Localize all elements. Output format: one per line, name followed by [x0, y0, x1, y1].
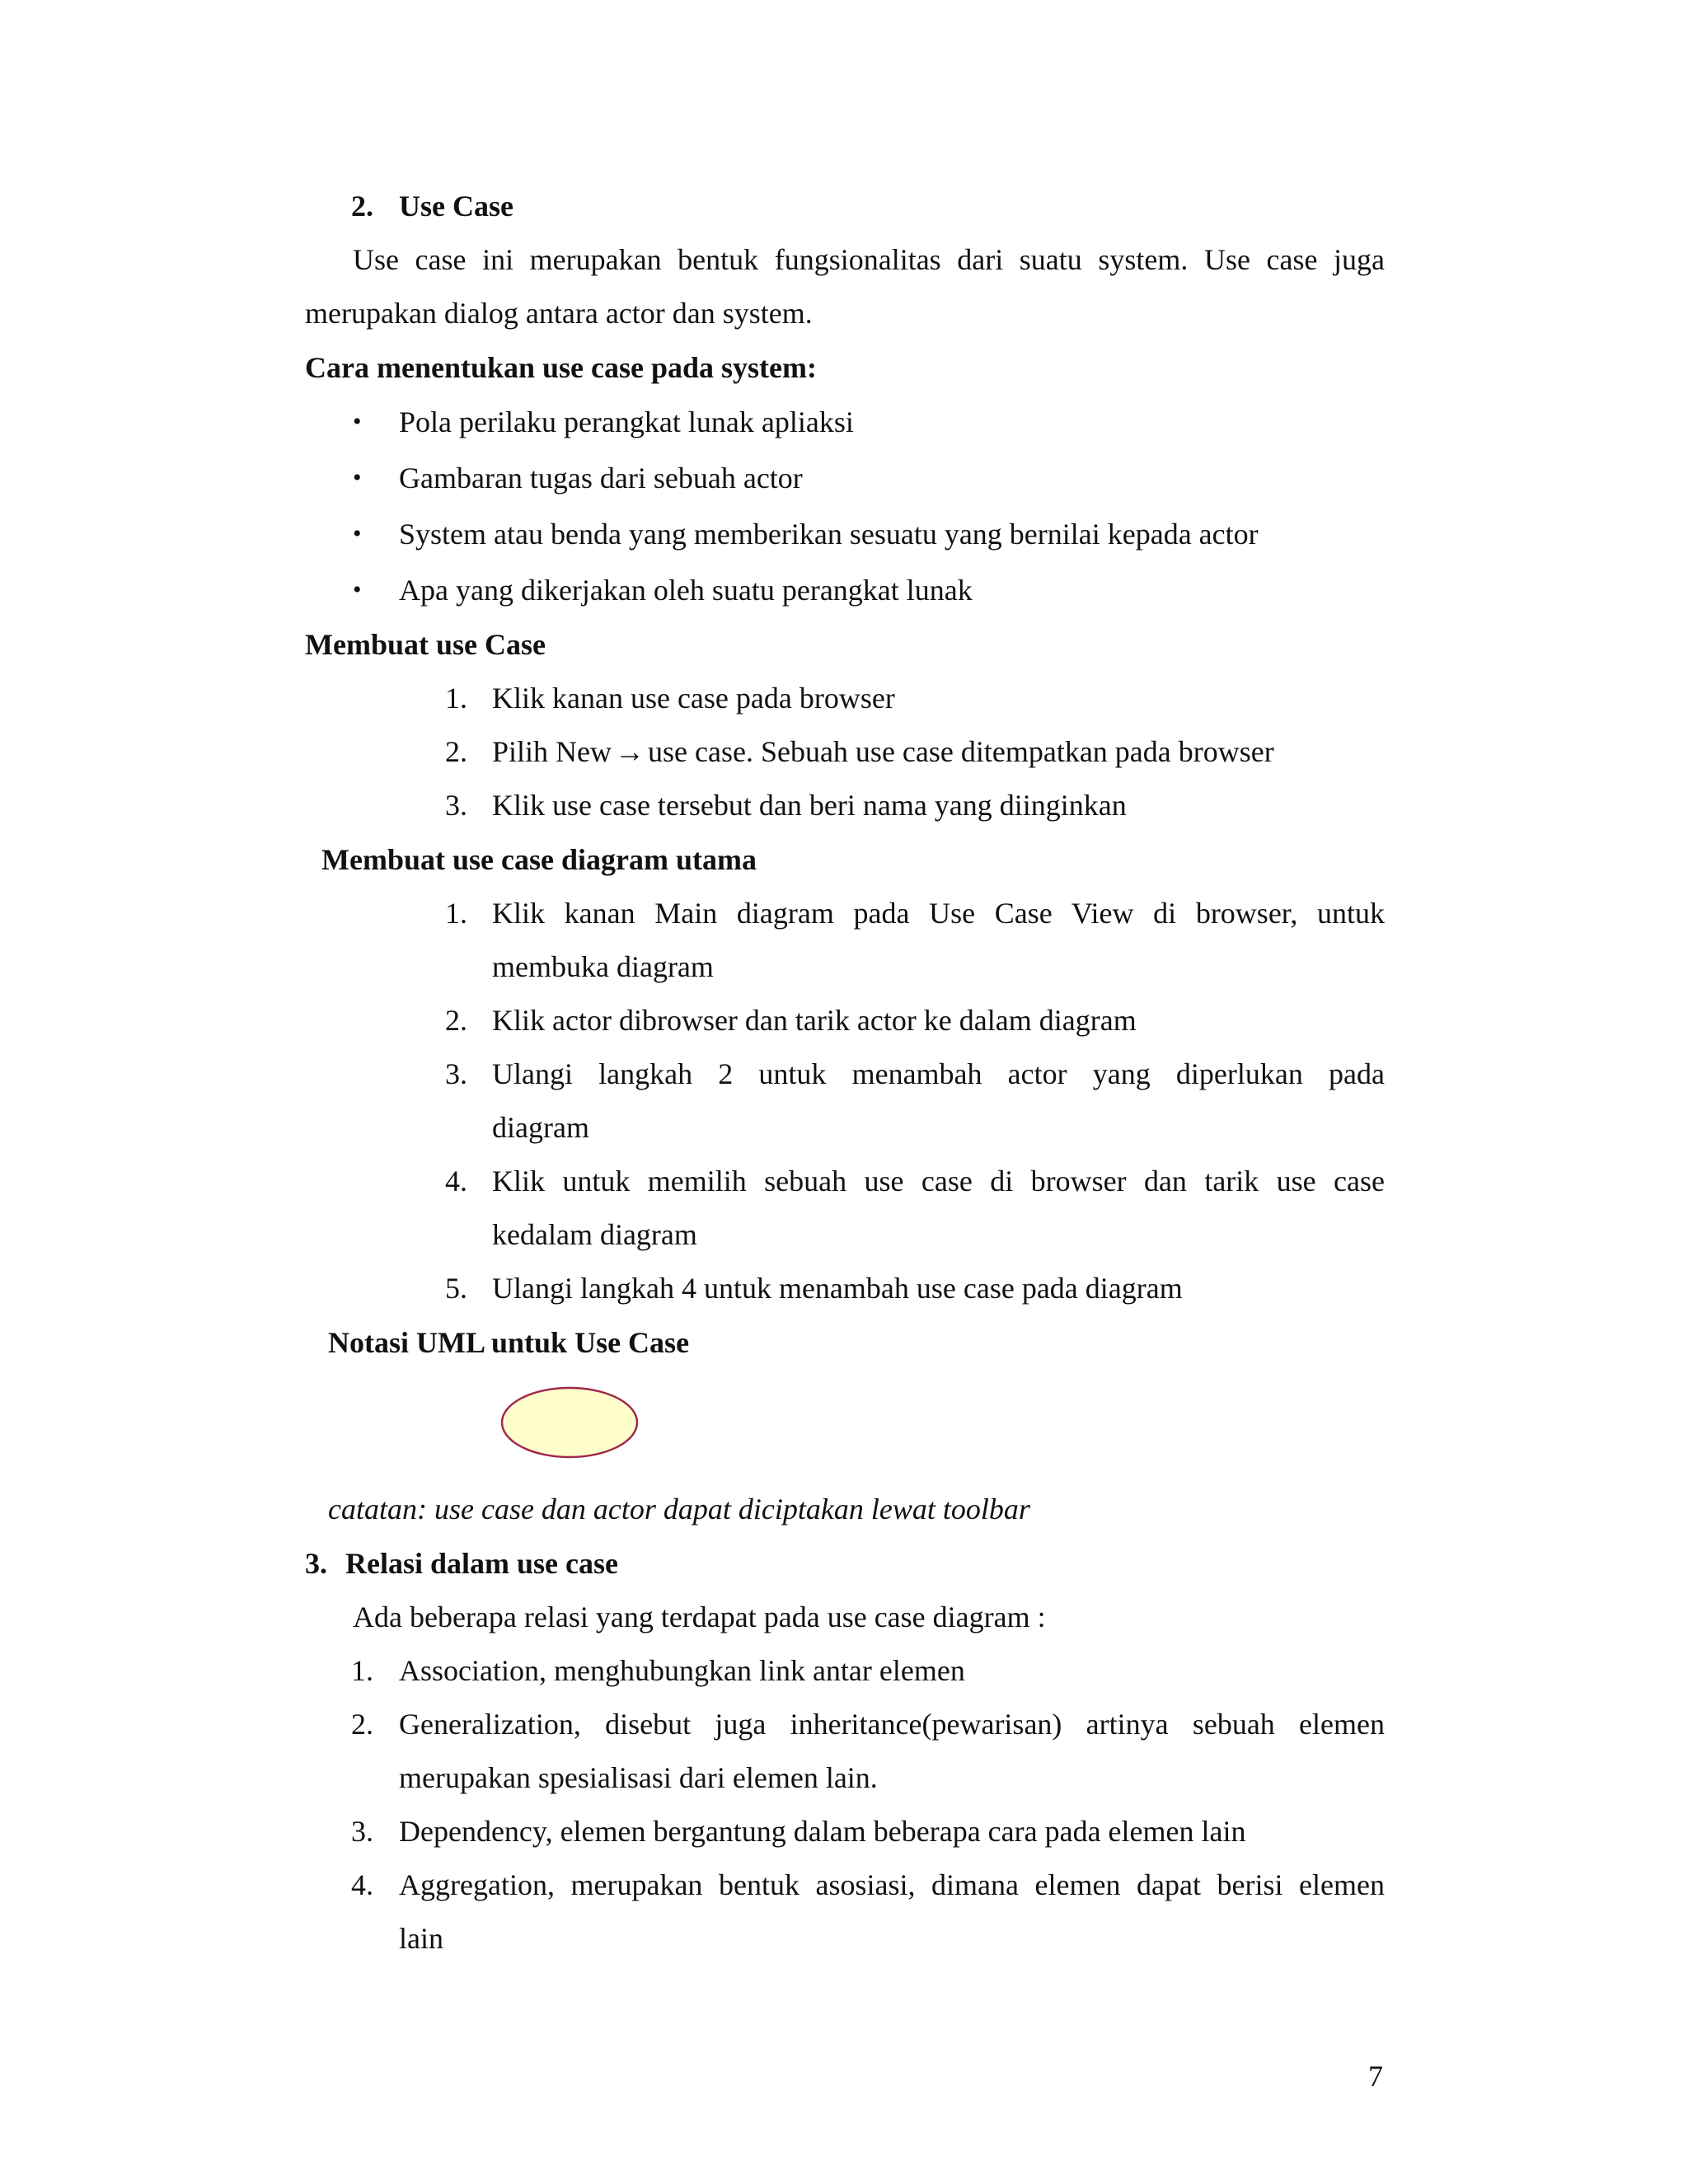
page-number: 7: [1368, 2060, 1383, 2093]
bullet-icon: •: [353, 576, 362, 603]
relation-line-2: lain: [399, 1922, 443, 1955]
relation-number: 1.: [351, 1654, 373, 1687]
step-number: 3.: [445, 1057, 467, 1090]
section-3-title: Relasi dalam use case: [345, 1547, 618, 1580]
determine-item: Apa yang dikerjakan oleh suatu perangkat lunak: [399, 574, 973, 607]
use-case-ellipse-icon: [499, 1385, 640, 1460]
diagram-step-line-2: membuka diagram: [492, 950, 714, 983]
determine-heading: Cara menentukan use case pada system:: [305, 351, 817, 384]
create-step-text-before: Pilih New: [492, 735, 612, 768]
use-case-ellipse-shape: [502, 1388, 637, 1457]
relation-line-2: merupakan spesialisasi dari elemen lain.: [399, 1761, 878, 1794]
create-step-text-after: use case. Sebuah use case ditempatkan pada browser: [648, 735, 1274, 768]
determine-item: System atau benda yang memberikan sesuatu yang bernilai kepada actor: [399, 518, 1259, 551]
diagram-step-line-1: Ulangi langkah 4 untuk menambah use case pada diagram: [492, 1272, 1183, 1305]
create-step: [492, 733, 1274, 770]
relation-number: 4.: [351, 1868, 373, 1901]
notation-note: catatan: use case dan actor dapat diciptakan lewat toolbar: [328, 1493, 1030, 1526]
relation-line-1: Generalization, disebut juga inheritance(pewarisan) artinya sebuah elemen: [399, 1708, 1385, 1741]
create-step: Klik use case tersebut dan beri nama yang diinginkan: [492, 789, 1127, 822]
use-case-intro-line-1: Use case ini merupakan bentuk fungsionalitas dari suatu system. Use case juga: [353, 243, 1385, 276]
determine-item: Pola perilaku perangkat lunak apliaksi: [399, 405, 854, 438]
section-2-title: Use Case: [399, 190, 513, 223]
diagram-step-line-1: Klik actor dibrowser dan tarik actor ke dalam diagram: [492, 1004, 1137, 1037]
relation-line-1: Association, menghubungkan link antar elemen: [399, 1654, 965, 1687]
diagram-step-line-2: kedalam diagram: [492, 1218, 697, 1251]
step-number: 1.: [445, 897, 467, 930]
step-number: 2.: [445, 1004, 467, 1037]
use-case-intro-line-2: merupakan dialog antara actor dan system.: [305, 297, 813, 330]
diagram-step-line-1: Ulangi langkah 2 untuk menambah actor yang diperlukan pada: [492, 1057, 1385, 1090]
step-number: 4.: [445, 1165, 467, 1197]
create-step: Klik kanan use case pada browser: [492, 682, 895, 715]
bullet-icon: •: [353, 408, 362, 435]
step-number: 2.: [445, 735, 467, 768]
relations-intro: Ada beberapa relasi yang terdapat pada use case diagram :: [353, 1601, 1046, 1633]
diagram-step-line-1: Klik untuk memilih sebuah use case di browser dan tarik use case: [492, 1165, 1385, 1197]
diagram-step-line-1: Klik kanan Main diagram pada Use Case View di browser, untuk: [492, 897, 1385, 930]
relation-number: 2.: [351, 1708, 373, 1741]
determine-item: Gambaran tugas dari sebuah actor: [399, 462, 803, 494]
main-diagram-heading: Membuat use case diagram utama: [321, 843, 757, 876]
relation-line-1: Dependency, elemen bergantung dalam beberapa cara pada elemen lain: [399, 1815, 1246, 1848]
bullet-icon: •: [353, 464, 362, 491]
arrow-right-icon: →: [615, 735, 645, 768]
section-3-number: 3.: [305, 1547, 327, 1580]
relation-number: 3.: [351, 1815, 373, 1848]
diagram-step-line-2: diagram: [492, 1111, 589, 1144]
step-number: 1.: [445, 682, 467, 715]
bullet-icon: •: [353, 520, 362, 547]
relation-line-1: Aggregation, merupakan bentuk asosiasi, dimana elemen dapat berisi elemen: [399, 1868, 1385, 1901]
step-number: 3.: [445, 789, 467, 822]
notation-heading: Notasi UML untuk Use Case: [328, 1326, 690, 1359]
step-number: 5.: [445, 1272, 467, 1305]
section-2-number: 2.: [351, 190, 373, 223]
create-use-case-heading: Membuat use Case: [305, 628, 546, 661]
